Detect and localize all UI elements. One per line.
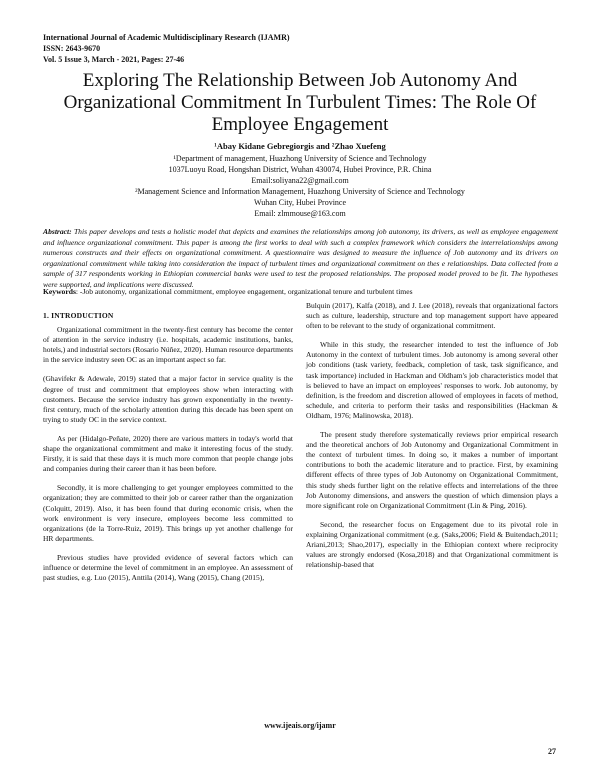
paragraph: Organizational commitment in the twenty-first century has become the center of attention in the service industry (i.e. hospitals, academic institutions, banks, hotels,) and industrial sectors (Rosario Núñez, 2020). Human resource departments in the service industry seen OC as an important aspect so far. bbox=[43, 325, 293, 365]
journal-issn: ISSN: 2643-9670 bbox=[43, 44, 101, 53]
paper-title: Exploring The Relationship Between Job Autonomy And Organizational Commitment In Turbulent Times: The Role Of Employee Engagement bbox=[63, 70, 537, 135]
authors: ¹Abay Kidane Gebregiorgis and ²Zhao Xuefeng bbox=[214, 141, 386, 151]
paragraph: Bulquin (2017), Kalfa (2018), and J. Lee (2018), reveals that organizational factors such as culture, leadership, structure and top management support have appeared often to be relevant to the study of organizational commitment. bbox=[306, 301, 558, 331]
journal-volume: Vol. 5 Issue 3, March - 2021, Pages: 27-46 bbox=[43, 55, 185, 64]
left-column bbox=[43, 301, 293, 592]
keywords-label: Keywords bbox=[43, 287, 76, 296]
affiliations bbox=[40, 153, 560, 219]
paragraph: As per (Hidalgo-Peñate, 2020) there are various matters in today's world that shape the organizational commitment and make it interesting focus of the study. Firstly, it is said that these days it is much more common that people change jobs and companies during their career than it has been before. bbox=[43, 433, 293, 474]
journal-name: International Journal of Academic Multidisciplinary Research (IJAMR) bbox=[43, 33, 290, 42]
footer-url: www.ijeais.org/ijamr bbox=[264, 721, 336, 730]
section-heading: 1. INTRODUCTION bbox=[43, 311, 114, 320]
abstract-text: This paper develops and tests a holistic model that depicts and examines the relationships among job autonomy, its drivers, as well as employee engagement and influence organizational commitment. This paper is among the first works to deal with such a complex framework which considers the interrelationships among numerous constructs and their effects on organizational commitment. A questionnaire was designed to measure the influence of Job autonomy and its drivers on organizational commitment while taking into consideration the impact of turbulent times and organizational commitment on thes e relationships. Data collected from a sample of 317 respondents working in Ethiopian commercial banks were used to test the proposed relationships. The proposed model proved to be fit. The hypotheses were supported, and implications were discussed. bbox=[43, 227, 558, 289]
journal-header bbox=[43, 32, 290, 65]
paragraph: While in this study, the researcher intended to test the influence of Job Autonomy in the context of turbulent times. Job autonomy is among several other job conditions (task variety, feedback, completion of task, task significance, and task importance) included in Hackman and Oldham's job characteristics model that is believed to have an impact on employees' responses to work. Job autonomy, by definition, is the freedom and discretion allowed of employees in facets of method, schedule, and criteria to perform their tasks and responsibilities (Hackman & Oldham, 1976; Malinowska, 2018). bbox=[306, 340, 558, 420]
keywords-text: : -Job autonomy, organizational commitment, employee engagement, organizational tenure and turbulent times bbox=[75, 287, 413, 296]
affiliation-line: Wuhan City, Hubei Province bbox=[253, 198, 347, 207]
paragraph: Previous studies have provided evidence of several factors which can influence or determine the level of commitment in an employee. An assessment of past studies, e.g. Luo (2015), Anttila (2014), Wang (2015), Chang (2015), bbox=[43, 552, 293, 583]
page-number: 27 bbox=[548, 747, 556, 756]
affiliation-line: 1037Luoyu Road, Hongshan District, Wuhan 430074, Hubei Province, P.R. China bbox=[168, 165, 432, 174]
affiliation-line: ²Management Science and Information Management, Huazhong University of Science and Technology bbox=[135, 187, 465, 196]
paragraph: (Ghavifekr & Adewale, 2019) stated that a major factor in service quality is the degree of trust and commitment that employees show when interacting with customers. Because the service industry has grown exponentially in the twenty-first century, much of the scholarly attention during this decade has been spent on trying to study OC in the service context. bbox=[43, 374, 293, 424]
affiliation-line: ¹Department of management, Huazhong University of Science and Technology bbox=[173, 154, 427, 163]
affiliation-email: Email:soliyana22@gmail.com bbox=[251, 176, 349, 185]
abstract bbox=[43, 227, 558, 291]
paragraph: Second, the researcher focus on Engagement due to its pivotal role in explaining Organizational commitment (e.g. (Saks,2006; Field & Buitendach,2011; Ariani,2013; Shao,2017), especially in the Ethiopian context where reciprocity values are strongly endorsed (Kosa,2018) and that Organizational commitment is relationship-based that bbox=[306, 519, 558, 570]
abstract-label: Abstract: bbox=[43, 227, 72, 236]
paragraph: The present study therefore systematically reviews prior empirical research and the theoretical anchors of Job Autonomy and Organizational Commitment in the context of turbulent times. In doing so, it makes a number of important contributions to both the academic literature and to practice. First, by examining different effects of three types of Job Autonomy on Organizational Commitment, this study sheds further light on the relative effects and interrelations of the three Job Autonomy dimensions, and answers the question of which dimension plays a more significant role on Organizational Commitment (Lin & Ping, 2016). bbox=[306, 430, 558, 510]
affiliation-email: Email: zlmmouse@163.com bbox=[254, 209, 346, 218]
keywords bbox=[43, 287, 558, 298]
right-column bbox=[306, 301, 558, 579]
paragraph: Secondly, it is more challenging to get younger employees committed to the organization; they are committed to their job or career rather than the organization (Colquitt, 2019). Also, it has been found that during economic crisis, when the work environment is very insecure, employees become less committed to organizations (de la Torre-Ruiz, 2019). This brings up yet another challenge for HR departments. bbox=[43, 483, 293, 543]
